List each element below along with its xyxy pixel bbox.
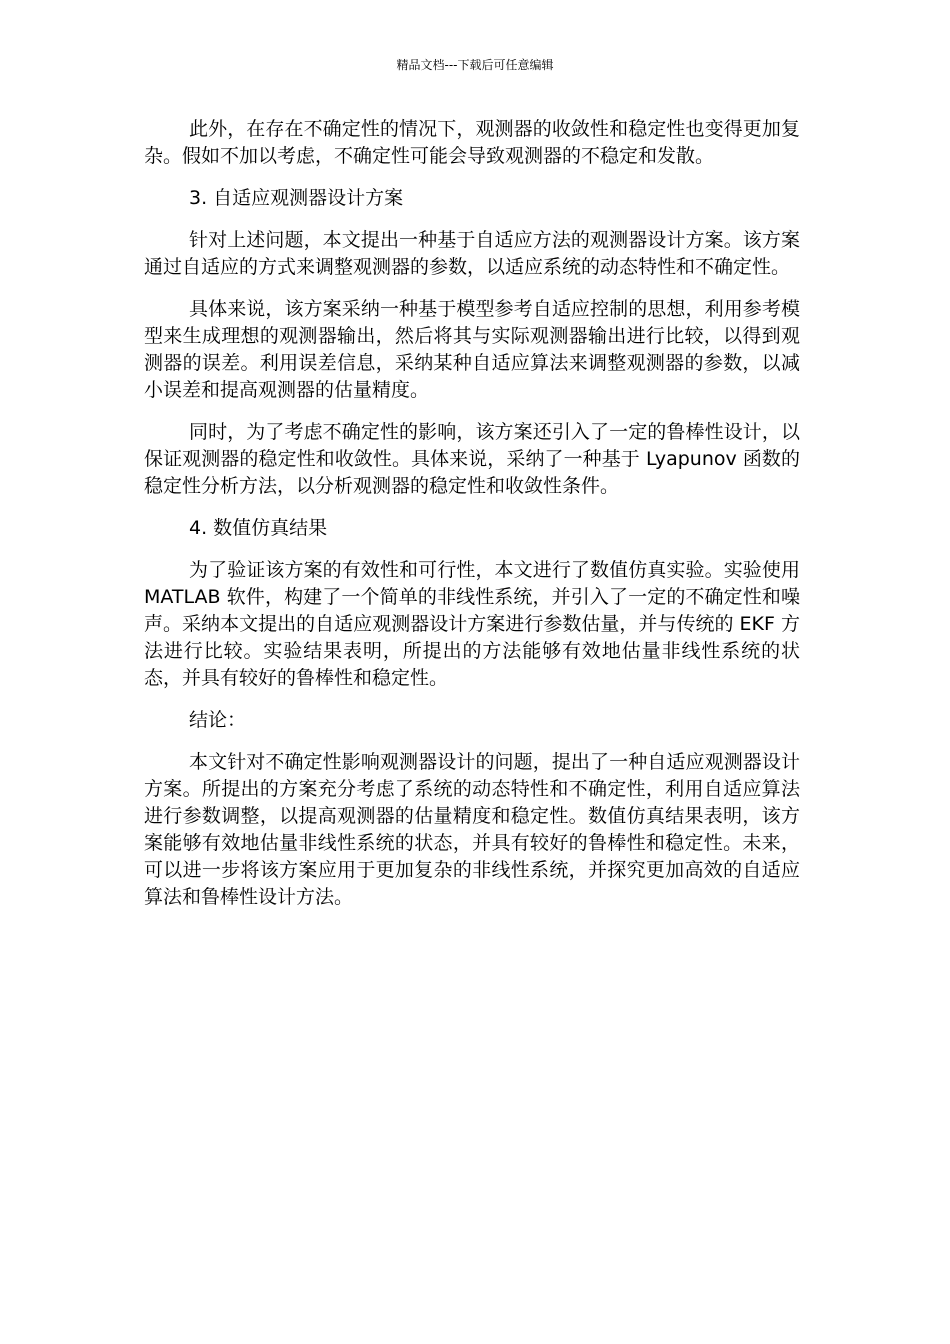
document-body <box>144 116 800 926</box>
paragraph-uncertainty-convergence: 此外，在存在不确定性的情况下，观测器的收敛性和稳定性也变得更加复杂。假如不加以考虑，不确定性可能会导致观测器的不稳定和发散。 <box>144 118 800 167</box>
paragraph-scheme-intro: 针对上述问题，本文提出一种基于自适应方法的观测器设计方案。该方案通过自适应的方式来调整观测器的参数，以适应系统的动态特性和不确定性。 <box>144 229 800 278</box>
section-heading-4: 4. 数值仿真结果 <box>189 517 328 539</box>
page-header: 精品文档---下载后可任意编辑 <box>396 58 554 72</box>
paragraph-conclusion: 本文针对不确定性影响观测器设计的问题，提出了一种自适应观测器设计方案。所提出的方案充分考虑了系统的动态特性和不确定性，利用自适应算法进行参数调整，以提高观测器的估量精度和稳定性。数值仿真结果表明，该方案能够有效地估量非线性系统的状态，并具有较好的鲁棒性和稳定性。未来，可以进一步将该方案应用于更加复杂的非线性系统，并探究更加高效的自适应算法和鲁棒性设计方法。 <box>144 751 800 908</box>
paragraph-simulation-results: 为了验证该方案的有效性和可行性，本文进行了数值仿真实验。实验使用 MATLAB 软件，构建了一个简单的非线性系统，并引入了一定的不确定性和噪声。采纳本文提出的自适应观测器设计方案进行参数估量，并与传统的 EKF 方法进行比较。实验结果表明，所提出的方法能够有效地估量非线性系统的状态，并具有较好的鲁棒性和稳定性。 <box>144 559 800 689</box>
paragraph-robust-design: 同时，为了考虑不确定性的影响，该方案还引入了一定的鲁棒性设计，以保证观测器的稳定性和收敛性。具体来说，采纳了一种基于 Lyapunov 函数的稳定性分析方法，以分析观测器的稳定性和收敛性条件。 <box>144 421 800 497</box>
section-heading-3: 3. 自适应观测器设计方案 <box>189 187 404 209</box>
paragraph-mrac-approach: 具体来说，该方案采纳一种基于模型参考自适应控制的思想，利用参考模型来生成理想的观测器输出，然后将其与实际观测器输出进行比较，以得到观测器的误差。利用误差信息，采纳某种自适应算法来调整观测器的参数，以减小误差和提高观测器的估量精度。 <box>144 298 800 401</box>
section-heading-conclusion: 结论： <box>189 709 247 731</box>
